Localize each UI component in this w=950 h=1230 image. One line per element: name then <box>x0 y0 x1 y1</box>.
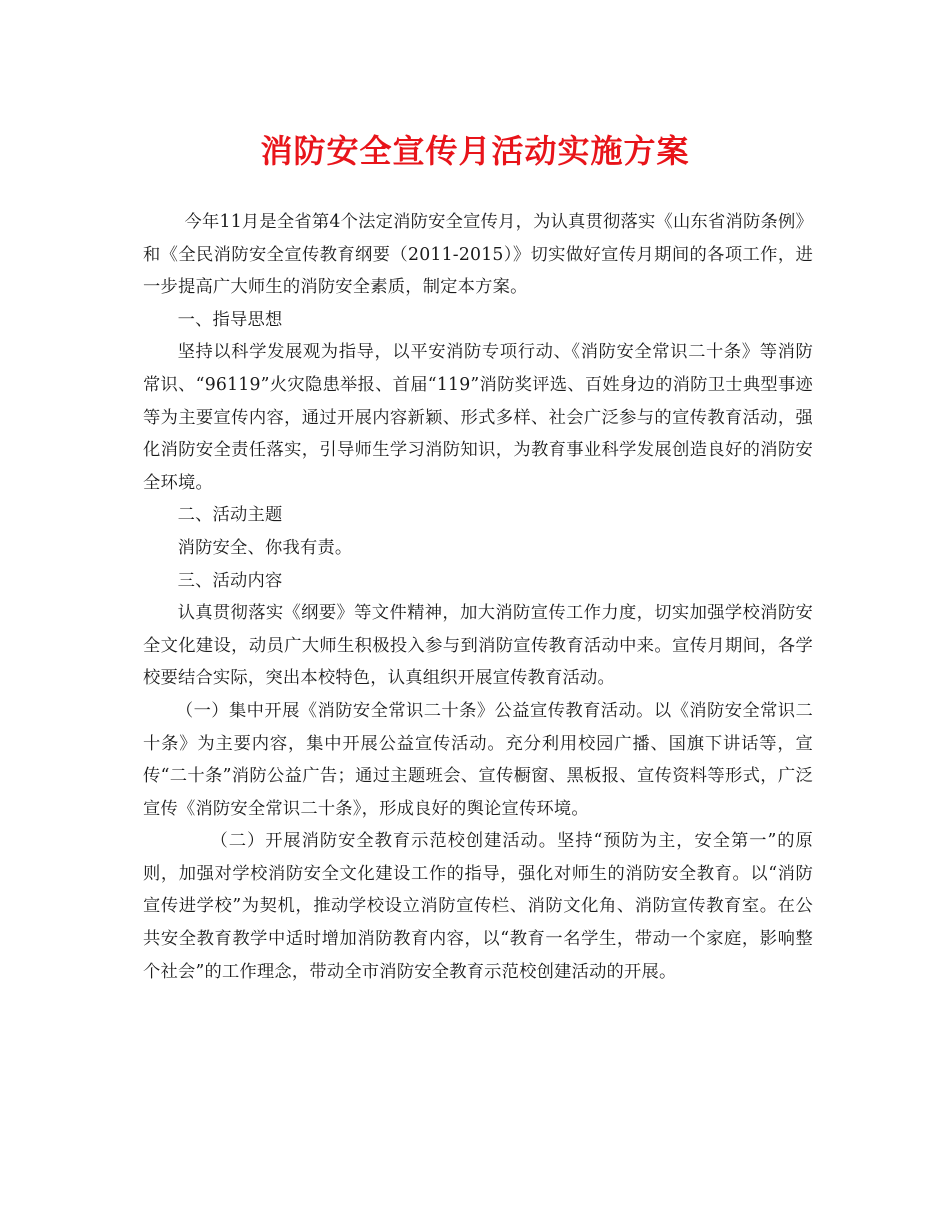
section-heading-guiding-thought: 一、指导思想 <box>177 309 283 330</box>
activity-item-2-paragraph: （二）开展消防安全教育示范校创建活动。坚持“预防为主，安全第一”的原则，加强对学校消防安全文化建设工作的指导，强化对师生的消防安全教育。以“消防宣传进学校”为契机，推动学校设立消防宣传栏、消防文化角、消防宣传教育室。在公共安全教育教学中适时增加消防教育内容，以“教育一名学生，带动一个家庭，影响整个社会”的工作理念，带动全市消防安全教育示范校创建活动的开展。 <box>143 831 813 982</box>
activity-item-1-paragraph: （一）集中开展《消防安全常识二十条》公益宣传教育活动。以《消防安全常识二十条》为主要内容，集中开展公益宣传活动。充分利用校园广播、国旗下讲话等，宣传“二十条”消防公益广告；通过主题班会、宣传橱窗、黑板报、宣传资料等形式，广泛宣传《消防安全常识二十条》，形成良好的舆论宣传环境。 <box>143 700 813 819</box>
activity-theme-paragraph: 消防安全、你我有责。 <box>177 537 353 558</box>
intro-paragraph: 今年11月是全省第4个法定消防安全宣传月，为认真贯彻落实《山东省消防条例》和《全民消防安全宣传教育纲要（2011-2015）》切实做好宣传月期间的各项工作，进一步提高广大师生的消防安全素质，制定本方案。 <box>143 212 813 298</box>
section-heading-activity-theme: 二、活动主题 <box>177 505 283 526</box>
guiding-thought-paragraph: 坚持以科学发展观为指导，以平安消防专项行动、《消防安全常识二十条》等消防常识、“96119”火灾隐患举报、首届“119”消防奖评选、百姓身边的消防卫士典型事迹等为主要宣传内容，通过开展内容新颖、形式多样、社会广泛参与的宣传教育活动，强化消防安全责任落实，引导师生学习消防知识，为教育事业科学发展创造良好的消防安全环境。 <box>143 342 813 493</box>
document-body <box>143 206 813 988</box>
document-title: 消防安全宣传月活动实施方案 <box>260 132 690 170</box>
section-heading-activity-content: 三、活动内容 <box>177 570 283 591</box>
activity-content-paragraph: 认真贯彻落实《纲要》等文件精神，加大消防宣传工作力度，切实加强学校消防安全文化建设，动员广大师生积极投入参与到消防宣传教育活动中来。宣传月期间，各学校要结合实际，突出本校特色，认真组织开展宣传教育活动。 <box>143 603 813 689</box>
